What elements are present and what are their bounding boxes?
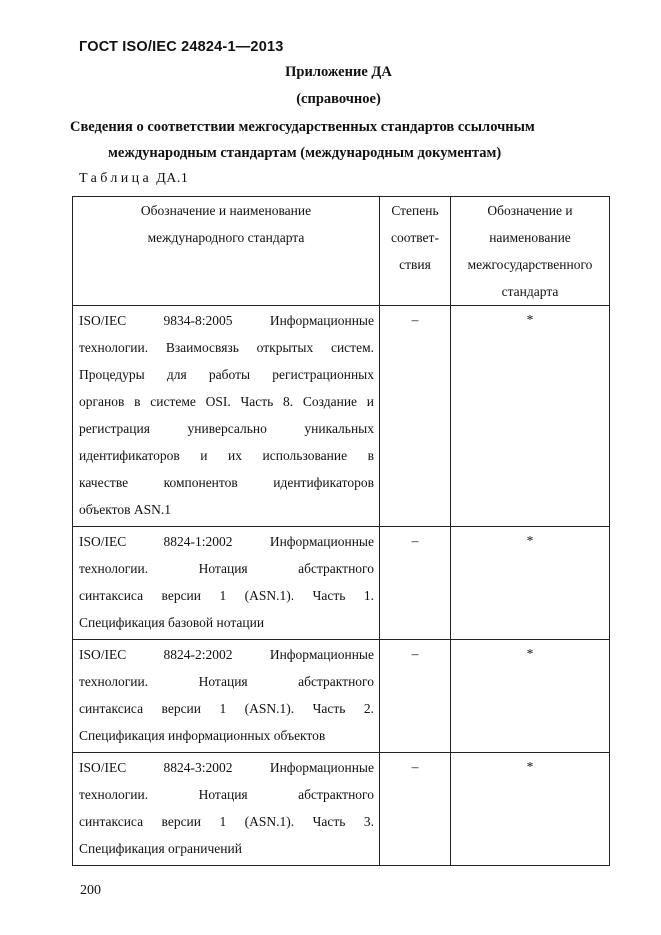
table-row bbox=[73, 527, 610, 640]
degree-cell: – bbox=[380, 753, 451, 866]
cell-line: качестве компонентов идентификаторов bbox=[79, 475, 374, 490]
page-number: 200 bbox=[80, 883, 101, 898]
column-header-international-standard bbox=[73, 197, 380, 306]
table-caption-word: Таблица bbox=[79, 171, 153, 186]
cell-line: технологии. Нотация абстрактного bbox=[79, 674, 374, 689]
annex-heading-line-1: Сведения о соответствии межгосударственных стандартов ссылочным bbox=[70, 119, 535, 135]
degree-cell: – bbox=[380, 640, 451, 753]
international-standard-cell bbox=[73, 306, 380, 527]
table-row bbox=[73, 753, 610, 866]
table-row bbox=[73, 306, 610, 527]
interstate-standard-cell: * bbox=[451, 306, 610, 527]
cell-line: ISO/IEC 9834-8:2005 Информационные bbox=[79, 313, 374, 328]
header-text: соответ- bbox=[391, 230, 439, 245]
annex-heading-line-2: международным стандартам (международным документам) bbox=[108, 145, 502, 161]
international-standard-cell bbox=[73, 640, 380, 753]
table-header-row bbox=[73, 197, 610, 306]
cell-line: Спецификация ограничений bbox=[79, 841, 242, 856]
header-text: межгосударственного bbox=[467, 257, 593, 272]
header-text: ствия bbox=[399, 257, 431, 272]
cell-line: Процедуры для работы регистрационных bbox=[79, 367, 374, 382]
cell-line: Спецификация информационных объектов bbox=[79, 728, 326, 743]
header-text: международного стандарта bbox=[147, 230, 305, 245]
header-text: Обозначение и bbox=[487, 203, 573, 218]
header-text: стандарта bbox=[501, 284, 559, 299]
column-header-degree bbox=[380, 197, 451, 306]
header-text: Степень bbox=[391, 203, 439, 218]
table-row bbox=[73, 640, 610, 753]
cell-line: идентификаторов и их использование в bbox=[79, 448, 374, 463]
annex-type: (справочное) bbox=[296, 91, 381, 107]
header-text: Обозначение и наименование bbox=[140, 203, 312, 218]
column-header-interstate-standard bbox=[451, 197, 610, 306]
cell-line: технологии. Нотация абстрактного bbox=[79, 561, 374, 576]
cell-line: технологии. Нотация абстрактного bbox=[79, 787, 374, 802]
cell-line: ISO/IEC 8824-3:2002 Информационные bbox=[79, 760, 374, 775]
interstate-standard-cell: * bbox=[451, 640, 610, 753]
correspondence-table bbox=[72, 196, 610, 866]
degree-cell: – bbox=[380, 306, 451, 527]
table-caption-number: ДА.1 bbox=[156, 171, 189, 186]
header-text: наименование bbox=[489, 230, 571, 245]
cell-line: органов в системе OSI. Часть 8. Создание и bbox=[79, 394, 374, 409]
cell-line: синтаксиса версии 1 (ASN.1). Часть 3. bbox=[79, 814, 374, 829]
interstate-standard-cell: * bbox=[451, 527, 610, 640]
cell-line: синтаксиса версии 1 (ASN.1). Часть 2. bbox=[79, 701, 374, 716]
international-standard-cell bbox=[73, 753, 380, 866]
cell-line: ISO/IEC 8824-1:2002 Информационные bbox=[79, 534, 374, 549]
degree-cell: – bbox=[380, 527, 451, 640]
interstate-standard-cell: * bbox=[451, 753, 610, 866]
international-standard-cell bbox=[73, 527, 380, 640]
cell-line: технологии. Взаимосвязь открытых систем. bbox=[79, 340, 374, 355]
cell-line: регистрация универсально уникальных bbox=[79, 421, 374, 436]
table-caption bbox=[79, 171, 188, 187]
cell-line: объектов ASN.1 bbox=[79, 502, 171, 517]
standard-code-header: ГОСТ ISO/IEC 24824-1—2013 bbox=[79, 39, 284, 55]
annex-title: Приложение ДА bbox=[285, 64, 392, 80]
cell-line: синтаксиса версии 1 (ASN.1). Часть 1. bbox=[79, 588, 374, 603]
cell-line: ISO/IEC 8824-2:2002 Информационные bbox=[79, 647, 374, 662]
cell-line: Спецификация базовой нотации bbox=[79, 615, 265, 630]
